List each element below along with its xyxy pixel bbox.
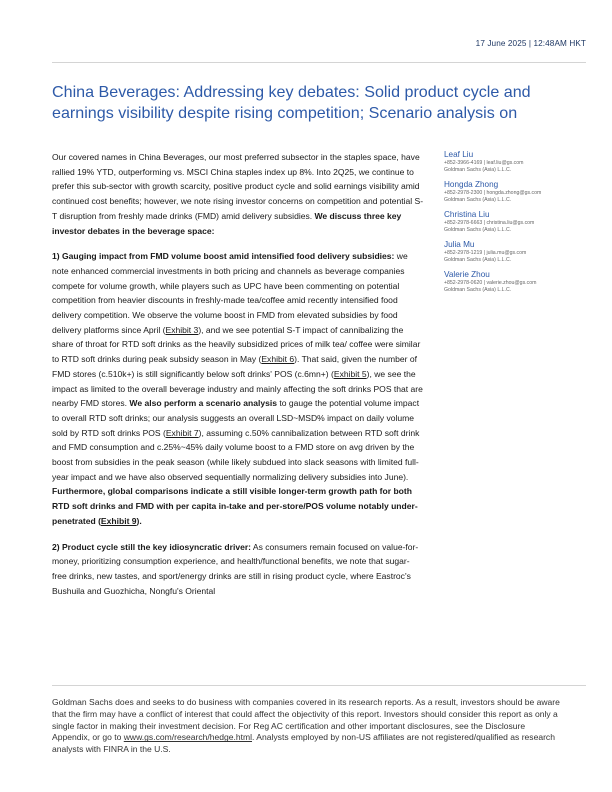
author-entry	[444, 150, 584, 173]
author-firm: Goldman Sachs (Asia) L.L.C.	[444, 256, 512, 263]
author-firm: Goldman Sachs (Asia) L.L.C.	[444, 286, 512, 293]
exhibit-3-link[interactable]: Exhibit 3	[165, 324, 199, 335]
debate-2-paragraph	[52, 540, 424, 599]
debate-2-heading: 2) Product cycle still the key idiosyncratic driver:	[52, 541, 252, 552]
author-firm: Goldman Sachs (Asia) L.L.C.	[444, 226, 512, 233]
intro-paragraph	[52, 150, 424, 238]
report-title: China Beverages: Addressing key debates: Solid product cycle and earnings visibility despite rising competition; Scenario analysis on	[52, 83, 531, 122]
debate-1-paragraph	[52, 249, 424, 528]
author-entry	[444, 180, 584, 203]
report-timestamp: 17 June 2025 | 12:48AM HKT	[475, 39, 586, 48]
debate-1-text: to gauge the potential volume impact to overall RTD soft drinks; our analysis suggests an overall LSD~MSD% impact on daily volume sold by RTD soft drinks POS (	[52, 398, 420, 438]
author-name: Julia Mu	[444, 240, 475, 249]
author-name: Christina Liu	[444, 210, 490, 219]
header-divider	[52, 62, 586, 63]
scenario-bold-text: We also perform a scenario analysis	[129, 398, 278, 409]
disclaimer-text: . Analysts employed by non-US affiliates are not registered/qualified as research analysts with FINRA in the U.S.	[52, 732, 555, 755]
author-entry	[444, 240, 584, 263]
exhibit-5-link[interactable]: Exhibit 5	[333, 368, 367, 379]
author-contact[interactable]: +852-2978-0620 | valerie.zhou@gs.com	[444, 280, 537, 286]
author-firm: Goldman Sachs (Asia) L.L.C.	[444, 166, 512, 173]
debate-1-text: ), we see the impact as limited to the overall beverage industry and mainly affecting the soft drinks POS that are nearby FMD stores.	[52, 368, 423, 409]
author-name: Valerie Zhou	[444, 270, 490, 279]
disclaimer	[52, 697, 562, 756]
author-firm: Goldman Sachs (Asia) L.L.C.	[444, 196, 512, 203]
author-contact[interactable]: +852-2978-6663 | christina.liu@gs.com	[444, 220, 535, 226]
intro-text: Our covered names in China Beverages, our most preferred subsector in the staples space, have rallied 19% YTD, outperforming vs. MSCI China staples index up 8%. Into 2Q25, we continue to prefer this sub-sector with growth scarcity, positive product cycle and solid earnings visibility amid continued cost benefits; however, we note rising investor concerns on competition and potential S-T disruption from freshly made drinks (FMD) amid delivery subsidies.	[52, 152, 424, 221]
disclosure-link[interactable]: www.gs.com/research/hedge.html	[123, 732, 253, 743]
debate-2-text: As consumers remain focused on value-for-money, prioritizing consumption experience, and health/functional benefits, we note that sugar-free drinks, new tastes, and sport/energy drinks are still in rising product cycle, where Eastroc's Bushuila and Guozhicha, Nongfu's Oriental	[52, 541, 419, 596]
debate-1-text: ). That said, given the number of FMD stores (c.510k+) is still significantly below soft drinks' POS (c.6mn+) (	[52, 354, 418, 379]
disclaimer-text: Goldman Sachs does and seeks to do business with companies covered in its research reports. As a result, investors should be aware that the firm may have a conflict of interest that could affect the objectivity of this report. Investors should consider this report as only a single factor in making their investment decision. For Reg AC certification and other important disclosures, see the Disclosure Appendix, or go to	[52, 697, 560, 743]
exhibit-7-link[interactable]: Exhibit 7	[165, 427, 199, 438]
author-contact[interactable]: +852-2978-1219 | julia.mu@gs.com	[444, 250, 527, 256]
debate-1-text: ), assuming c.50% cannibalization between RTD soft drink and FMD consumption and c.25%~45% daily volume boost to a FMD store on avg driven by the boost from subsidies in the peak season (while likely subdued into slack seasons with limited full-year impact and we have also observed sequentially normalizing delivery subsidies into June).	[52, 427, 420, 482]
author-entry	[444, 210, 584, 233]
exhibit-6-link[interactable]: Exhibit 6	[261, 354, 295, 365]
exhibit-9-link[interactable]: Exhibit 9	[100, 515, 137, 526]
author-list	[444, 150, 584, 300]
bold-closing-text: ).	[136, 515, 142, 526]
author-name: Leaf Liu	[444, 150, 474, 159]
author-name: Hongda Zhong	[444, 180, 499, 189]
debate-1-heading: 1) Gauging impact from FMD volume boost amid intensified food delivery subsidies:	[52, 251, 395, 262]
debate-1-text: we note enhanced commercial investments in both pricing and channels as beverage companies compete for volume growth, while players such as UPC have been commenting on potential competition from heavier discounts in freshly-made tea/coffee amid recently intensified food delivery competition. We observe the volume boost in FMD from elevated subsidies by food delivery platforms since April (	[52, 251, 408, 335]
footer-divider	[52, 685, 586, 686]
report-body	[52, 150, 424, 609]
intro-bold-text: We discuss three key investor debates in the beverage space:	[52, 210, 402, 236]
global-comparison-bold-text: Furthermore, global comparisons indicate a still visible longer-term growth path for both RTD soft drinks and FMD with per capita in-take and per-store/POS volume notably under-penetrated (	[52, 486, 418, 526]
debate-1-text: ), and we see potential S-T impact of cannibalizing the share of throat for RTD soft drinks as the heavily subsidized prices of milk tea/ coffee were similar to RTD soft drinks during peak subsidy season in May (	[52, 324, 421, 365]
author-contact[interactable]: +852-2978-2300 | hongda.zhong@gs.com	[444, 190, 542, 196]
author-contact[interactable]: +852-3966-4169 | leaf.liu@gs.com	[444, 160, 524, 166]
author-entry	[444, 270, 584, 293]
